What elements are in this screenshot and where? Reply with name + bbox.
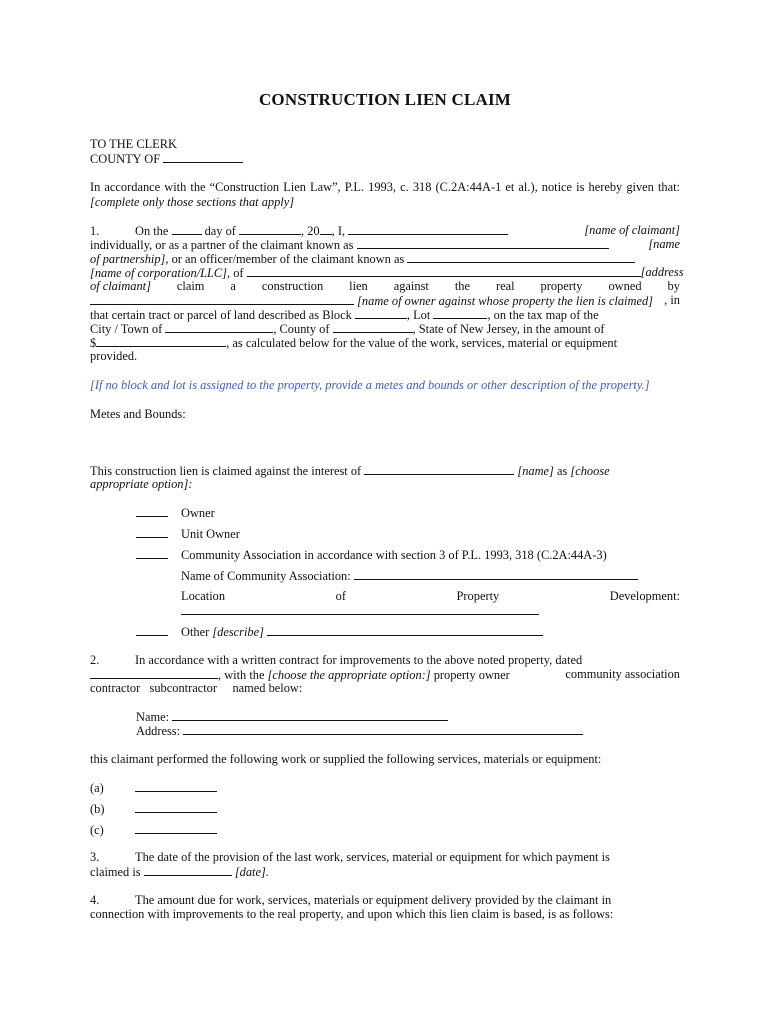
document-title: CONSTRUCTION LIEN CLAIM [258,90,512,109]
of-partnership-note: of partnership] [90,252,166,266]
option-unit-owner[interactable] [136,527,240,542]
address-word: [address [640,265,684,279]
of-label: , of [227,266,244,280]
lot-blank[interactable] [433,307,487,319]
last-date-blank[interactable] [144,864,232,876]
with-label: , with the [218,668,265,682]
block-blank[interactable] [355,307,407,319]
section4-number: 4. [90,893,100,907]
amount-blank[interactable] [96,335,226,347]
item-c-label: (c) [90,823,104,837]
other-label: Other [181,625,210,639]
community-name-label: Name of Community Association: [181,569,351,583]
word-owned: owned [608,279,642,293]
section4-line2: connection with improvements to the real property, and upon which this lien claim is based, is as follows: [90,907,614,921]
word-prop: Property [456,589,500,603]
lot-label: , Lot [406,308,431,322]
year-blank[interactable] [320,223,332,235]
other-describe-blank[interactable] [267,624,543,636]
county-line [90,151,680,167]
word-construction: construction [261,279,324,293]
name-of-corporation-note: [name of corporation/LLC] [90,266,228,280]
unit-owner-check-blank[interactable] [136,527,168,538]
metes-label: Metes and Bounds: [90,407,186,421]
contractor-option[interactable]: contractor [90,681,141,695]
describe-note: [describe] [212,625,264,639]
tract-text: that certain tract or parcel of land described as Block [90,308,352,322]
location-line [181,589,680,604]
metes-note: [If no block and lot is assigned to the property, provide a metes and bounds or other description of the property.] [90,378,650,392]
named-below-text: named below: [232,681,303,695]
word-property: property [540,279,583,293]
section2-text: In accordance with a written contract for improvements to the above noted property, dated [135,653,583,667]
section2-line3 [90,681,680,696]
i-label: , I, [331,224,346,238]
item-a [90,780,217,796]
word-real: real [495,279,515,293]
corporation-blank[interactable] [407,251,635,263]
address-label: Address: [136,724,181,738]
word-a: a [230,279,236,293]
word-by: by [667,279,680,293]
property-owner-option[interactable]: property owner [433,668,510,682]
county-blank[interactable] [163,151,243,163]
provided-text: provided. [90,349,138,363]
interest-text: This construction lien is claimed against the interest of [90,464,362,478]
interest-name-blank[interactable] [364,463,514,475]
item-a-blank[interactable] [135,780,217,792]
location-blank[interactable] [181,603,539,615]
section4-line1 [90,893,680,908]
subcontractor-option[interactable]: subcontractor [149,681,217,695]
item-c-blank[interactable] [135,822,217,834]
name-note: [name] [517,464,554,478]
performed-text: this claimant performed the following work or supplied the following services, materials or equipment: [90,752,602,766]
item-b [90,801,217,817]
section3-number: 3. [90,850,100,864]
word-against: against [393,279,429,293]
intro-paragraph [90,180,680,209]
other-check-blank[interactable] [136,625,168,636]
county-label: COUNTY OF [90,152,161,166]
city-label: City / Town of [90,322,163,336]
item-a-label: (a) [90,781,104,795]
month-blank[interactable] [239,223,301,235]
on-the-label: On the [135,224,169,238]
section2-line1 [90,653,680,668]
section2-number: 2. [90,653,100,667]
owner-label: Owner [181,506,215,520]
community-check-blank[interactable] [136,548,168,559]
state-text: , State of New Jersey, in the amount of [412,322,605,336]
word-claim: claim [176,279,205,293]
name-word: [name [648,237,680,251]
in-label: , in [664,293,680,307]
contract-address-line [136,723,583,739]
name-of-owner-note: [name of owner against whose property the lien is claimed] [357,294,653,308]
section3-line2 [90,864,680,880]
calc-text: , as calculated below for the value of the work, services, material or equipment [226,336,618,350]
option-owner[interactable] [136,506,215,521]
section3-line1 [90,850,680,865]
dollar-sign: $ [90,336,97,350]
item-b-label: (b) [90,802,105,816]
section1-line5 [90,279,680,294]
contract-date-blank[interactable] [90,667,218,679]
choose-option-note: [choose the appropriate option:] [267,668,431,682]
word-the: the [454,279,470,293]
contract-address-blank[interactable] [183,723,583,735]
option-other[interactable] [136,624,543,640]
intro-note: [complete only those sections that apply] [90,194,295,209]
owner-name-blank[interactable] [90,293,354,305]
unit-owner-label: Unit Owner [181,527,240,541]
section3-text: The date of the provision of the last work, services, material or equipment for which payment is [135,850,610,864]
as-label: as [556,464,568,478]
date-note: [date]. [234,865,269,879]
year-label: , 20 [301,224,320,238]
community-name-line [181,568,638,584]
claimant-name-blank[interactable] [348,223,508,235]
community-name-blank[interactable] [354,568,638,580]
item-c [90,822,217,838]
community-label: Community Association in accordance with section 3 of P.L. 1993, 318 (C.2A:44A-3) [181,548,607,562]
contract-name-blank[interactable] [172,709,448,721]
word-of: of [335,589,346,603]
word-development: Development: [609,589,680,603]
address-blank[interactable] [247,265,641,277]
partner-text: individually, or as a partner of the claimant known as [90,238,354,252]
to-clerk: TO THE CLERK [90,137,177,151]
choose-note: [choose [570,464,610,478]
of-claimant-note: of claimant] [90,279,151,293]
section4-text: The amount due for work, services, materials or equipment delivery provided by the claimant in [135,893,612,907]
section1-number: 1. [90,224,100,238]
intro-text: In accordance with the “Construction Lien Law”, P.L. 1993, c. 318 (C.2A:44A-1 et al.), notice is hereby given that: [90,180,680,194]
tax-map-text: , on the tax map of the [487,308,599,322]
city-blank[interactable] [165,321,273,333]
appropriate-option-note: appropriate option]: [90,477,193,491]
county-of-label: , County of [273,322,330,336]
partnership-blank[interactable] [357,237,609,249]
day-blank[interactable] [172,223,202,235]
name-label: Name: [136,710,170,724]
community-association-option[interactable]: community association [565,667,680,681]
option-community[interactable] [136,548,607,563]
day-of-label: day of [204,224,236,238]
officer-text: , or an officer/member of the claimant known as [165,252,405,266]
county-of-blank[interactable] [333,321,413,333]
word-location: Location [181,589,226,603]
name-of-claimant-note: [name of claimant] [584,223,680,237]
item-b-blank[interactable] [135,801,217,813]
owner-check-blank[interactable] [136,506,168,517]
claimed-is-label: claimed is [90,865,141,879]
word-lien: lien [349,279,368,293]
location-blank-line [181,603,539,619]
